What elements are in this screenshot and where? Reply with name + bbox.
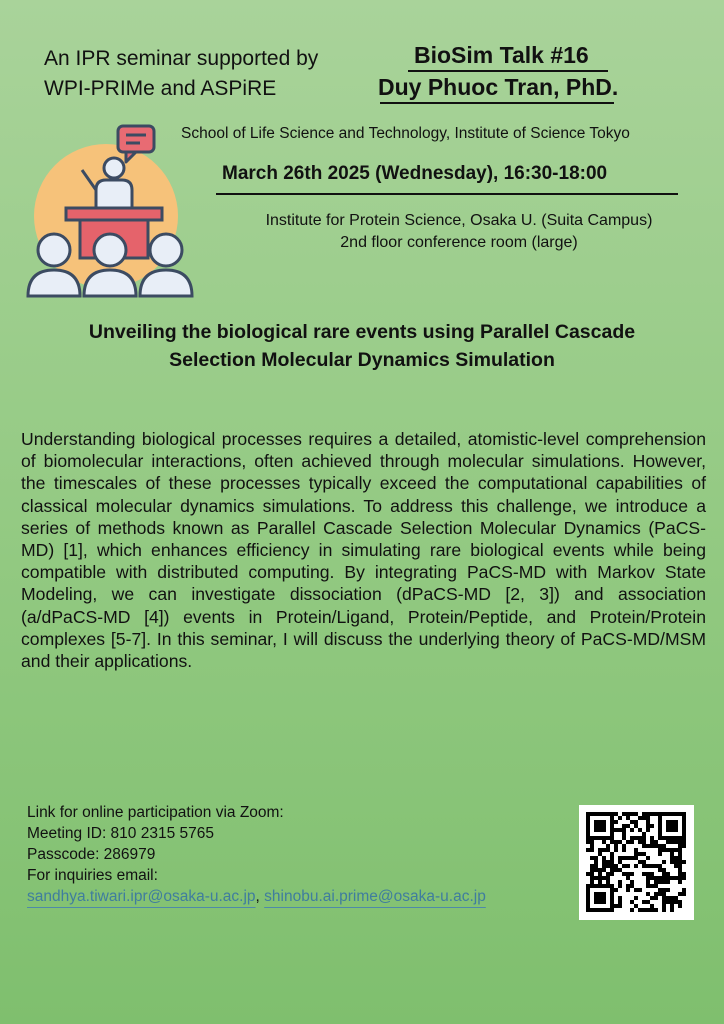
speaker-name: Duy Phuoc Tran, PhD.	[378, 74, 619, 100]
sponsor-line-2: WPI-PRIMe and ASPiRE	[44, 77, 277, 100]
inquiries-label: For inquiries email:	[27, 867, 158, 884]
zoom-info	[27, 802, 486, 907]
email-link-2[interactable]: shinobu.ai.prime@osaka-u.ac.jp	[264, 888, 486, 905]
talk-title: BioSim Talk #16	[414, 42, 589, 68]
abstract-body: Understanding biological processes requires a detailed, atomistic-level comprehension of biomolecular interactions, often achieved through molecular simulations. However, the timescales of these processes typically exceed the computational capabilities of classical molecular dynamics simulations. To address this challenge, we introduce a series of methods known as Parallel Cascade Selection Molecular Dynamics (PaCS-MD) [1], which enhances efficiency in simulating rare biological events while being compatible with distributed computing. By integrating PaCS-MD with Markov State Modeling, we can investigate dissociation (dPaCS-MD [2, 3]) and association (a/dPaCS-MD [4]) events in Protein/Ligand, Protein/Peptide, and Protein/Protein complexes [5-7]. In this seminar, I will discuss the underlying theory of PaCS-MD/MSM and their applications.	[21, 429, 706, 672]
abstract-title-line-2: Selection Molecular Dynamics Simulation	[169, 349, 555, 371]
speaker-underline	[380, 102, 614, 104]
event-venue	[200, 210, 718, 254]
email-separator: ,	[255, 888, 260, 905]
abstract-title-line-1: Unveiling the biological rare events using Parallel Cascade	[88, 321, 636, 343]
venue-line-1: Institute for Protein Science, Osaka U. (Suita Campus)	[265, 212, 653, 229]
zoom-meeting-id: Meeting ID: 810 2315 5765	[27, 825, 214, 842]
zoom-heading: Link for online participation via Zoom:	[27, 804, 284, 821]
title-block	[378, 40, 618, 104]
abstract-title	[30, 318, 694, 374]
qr-code	[579, 805, 694, 920]
venue-line-2: 2nd floor conference room (large)	[340, 234, 578, 251]
sponsor-line-1: An IPR seminar supported by	[44, 47, 319, 70]
email-link-1[interactable]: sandhya.tiwari.ipr@osaka-u.ac.jp	[27, 888, 256, 905]
sponsor-text	[44, 44, 318, 104]
email-links	[27, 886, 486, 907]
presentation-icon	[22, 124, 198, 304]
zoom-passcode: Passcode: 286979	[27, 846, 156, 863]
speaker-affiliation: School of Life Science and Technology, Institute of Science Tokyo	[181, 125, 630, 142]
event-date: March 26th 2025 (Wednesday), 16:30-18:00	[222, 163, 608, 184]
date-underline	[216, 193, 678, 195]
